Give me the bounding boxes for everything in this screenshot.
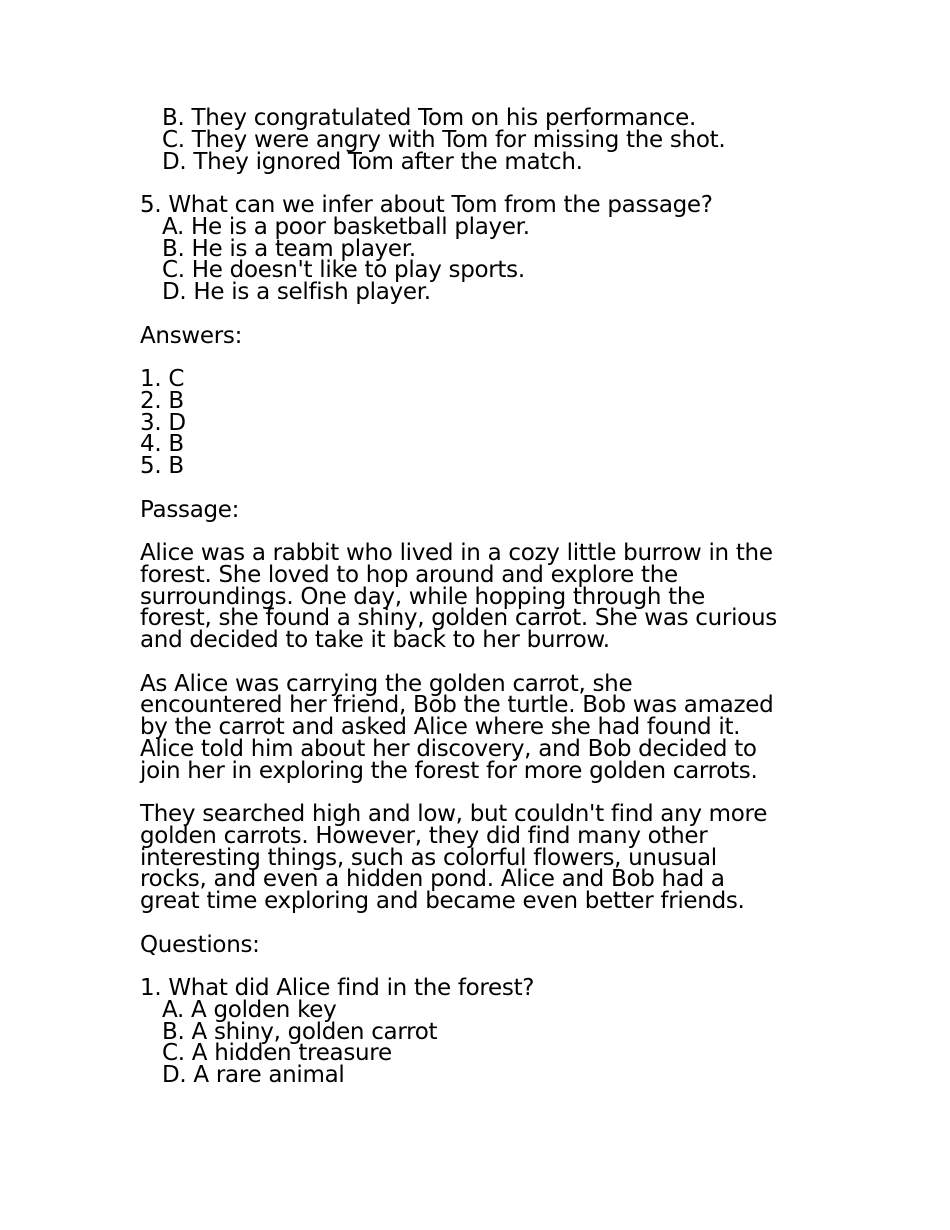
question-1 — [140, 975, 830, 1089]
answer-item: 2. B — [140, 387, 184, 414]
passage-line: great time exploring and became even better friends. — [140, 888, 745, 915]
passage-line: As Alice was carrying the golden carrot, she — [140, 670, 633, 697]
passage-line: Alice was a rabbit who lived in a cozy little burrow in the — [140, 539, 773, 566]
option-d: D. A rare animal — [162, 1062, 345, 1089]
passage-line: forest. She loved to hop around and explore the — [140, 561, 678, 588]
passage-line: by the carrot and asked Alice where she had found it. — [140, 714, 741, 741]
answers-list — [140, 365, 830, 480]
passage-heading-block — [140, 496, 830, 523]
passage-line: rocks, and even a hidden pond. Alice and Bob had a — [140, 866, 725, 893]
question-text: 1. What did Alice find in the forest? — [140, 975, 535, 1002]
option-d: D. They ignored Tom after the match. — [162, 148, 583, 175]
option-a: A. He is a poor basketball player. — [162, 213, 530, 240]
option-c: C. A hidden treasure — [162, 1040, 392, 1067]
option-c: C. They were angry with Tom for missing the shot. — [162, 126, 726, 153]
passage-line: They searched high and low, but couldn't find any more — [140, 801, 768, 828]
passage-paragraph-2 — [140, 670, 830, 784]
answer-item: 3. D — [140, 409, 186, 436]
passage-line: encountered her friend, Bob the turtle. Bob was amazed — [140, 692, 774, 719]
question-5 — [140, 191, 830, 306]
question-text: 5. What can we infer about Tom from the passage? — [140, 191, 713, 218]
passage-line: Alice told him about her discovery, and Bob decided to — [140, 735, 757, 762]
option-b: B. He is a team player. — [162, 235, 416, 262]
option-a: A. A golden key — [162, 996, 337, 1023]
option-d: D. He is a selfish player. — [162, 279, 431, 306]
questions-heading: Questions: — [140, 931, 260, 958]
passage-line: and decided to take it back to her burrow. — [140, 627, 610, 654]
option-b: B. They congratulated Tom on his performance. — [162, 105, 696, 131]
answers-heading-block — [140, 322, 830, 349]
passage-paragraph-3 — [140, 801, 830, 915]
passage-heading: Passage: — [140, 496, 240, 523]
answers-heading: Answers: — [140, 322, 243, 349]
questions-heading-block — [140, 931, 830, 958]
answer-item: 1. C — [140, 365, 185, 392]
passage-line: forest, she found a shiny, golden carrot. She was curious — [140, 605, 777, 632]
option-b: B. A shiny, golden carrot — [162, 1018, 438, 1045]
passage-paragraph-1 — [140, 539, 830, 654]
passage-line: surroundings. One day, while hopping through the — [140, 583, 706, 610]
option-c: C. He doesn't like to play sports. — [162, 257, 525, 284]
question-4-options — [140, 105, 830, 175]
document-page — [140, 105, 830, 1109]
passage-line: interesting things, such as colorful flowers, unusual — [140, 844, 717, 871]
answer-item: 5. B — [140, 453, 184, 480]
passage-line: golden carrots. However, they did find many other — [140, 822, 708, 849]
passage-line: join her in exploring the forest for more golden carrots. — [140, 757, 758, 784]
answer-item: 4. B — [140, 431, 184, 458]
